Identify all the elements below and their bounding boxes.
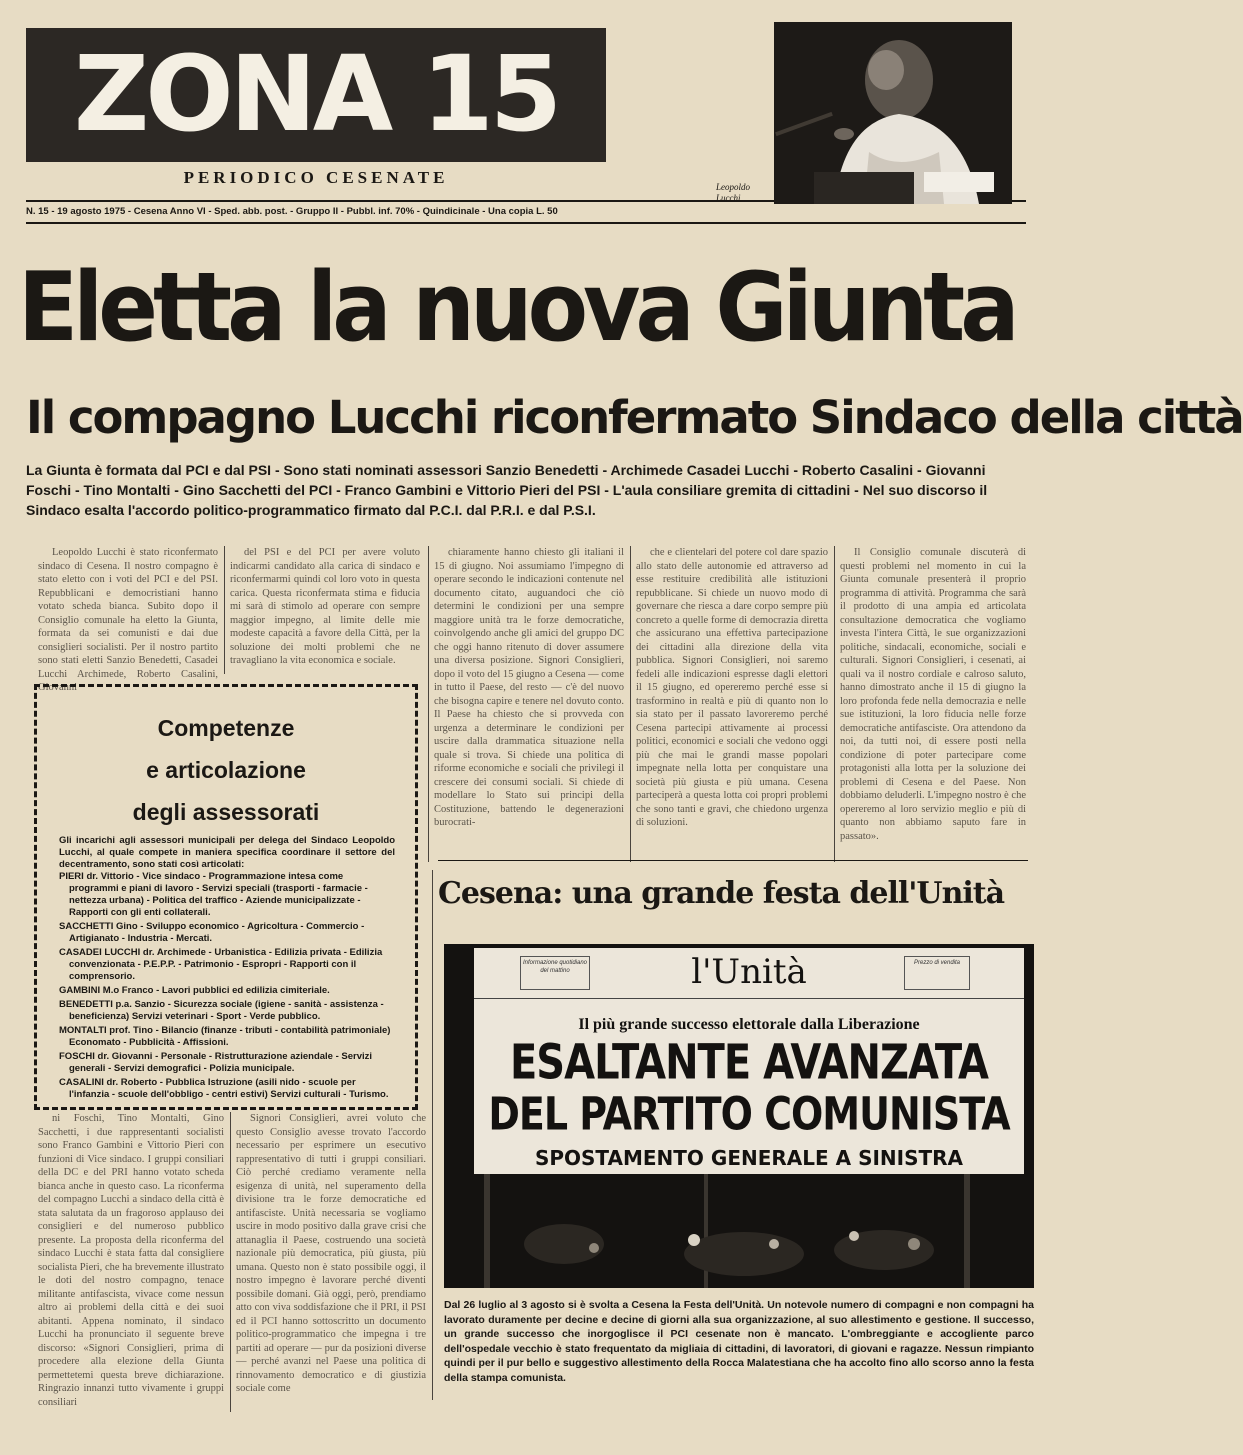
column-divider: [630, 546, 631, 862]
newspaper-subtitle: PERIODICO CESENATE: [183, 168, 449, 187]
article-column-4: [636, 546, 828, 856]
article-column-6: [38, 1112, 224, 1412]
banner-line-2: DEL PARTITO COMUNISTA: [488, 1087, 1010, 1141]
assessore-item: BENEDETTI p.a. Sanzio - Sicurezza sociale (igiene - sanità - assistenza - beneficienza) Servizi veterinari - Sport - Verde pubblico.: [59, 999, 384, 1022]
assessore-item: GAMBINI M.o Franco - Lavori pubblici ed edilizia cimiteriale.: [59, 985, 330, 996]
column-text: chiaramente hanno chiesto gli italiani il 15 di giugno. Noi assumiamo l'impegno di operare secondo le indicazioni contenute nel documento citato, auguandoci che ciò determini le condizioni per una sempre maggiore unità tra le forze democratiche, coinvolgendo anche gli amici del gruppo DC che oggi hanno ritenuto di dover assumere una diversa posizione. Signori Consiglieri, dopo il voto del 15 giugno a Cesena — come in tutto il Paese, del resto — c'è del nuovo che bisogna capire e tenere nel dovuto conto. Il Paese ha chiesto che si provveda con urgenza a determinare le condizioni per uscire dalla drammatica situazione nella quale si trova. Si chiede una politica di riforme economiche e sociali che privilegi il crescere dei consumi sociali. Si chiede di modellare lo Stato sui principi della Costituzione, battendo le degenerazioni burocrati-: [434, 547, 624, 828]
article-column-2: [230, 546, 420, 674]
mayor-photo: [774, 22, 1012, 204]
main-headline: Eletta la nuova Giunta: [18, 251, 1015, 363]
column-divider: [428, 546, 429, 862]
article-summary: La Giunta è formata dal PCI e dal PSI - Sono stati nominati assessori Sanzio Benedetti - Archimede Casadei Lucchi - Roberto Casalini - Giovanni Foschi - Tino Montalti - Gino Sacchetti del PCI - Franco Gambini e Vittorio Pieri del PSI - L'aula consiliare gremita di cittadini - Nel suo discorso il Sindaco esalta l'accordo politico-programmatico firmato dal P.C.I. dal P.R.I. e dal P.S.I.: [26, 462, 988, 518]
crowd-graphic: [444, 1174, 1034, 1288]
article-column-3: [434, 546, 624, 856]
festa-caption: Dal 26 luglio al 3 agosto si è svolta a Cesena la Festa dell'Unità. Un notevole numero di compagni e non compagni ha lavorato duramente per decine e decine di giorni alla sua organizzazione, al suo allestimento e gestione. Il successo, un grande successo che inorgoglisce il PCI cesenate non è mancato. L'ombreggiante e accogliente parco dell'ospedale vecchio è stato frequentato da migliaia di cittadini, di lavoratori, di giovani e ragazze. Nessun rimpianto quindi per il pur bello e suggestivo allestimento della Rocca Malatestiana che ha accolto fino allo scorso anno la festa della stampa comunista.: [444, 1299, 1034, 1384]
column-divider: [230, 1112, 231, 1412]
article-column-5: [840, 546, 1026, 856]
column-text: ni Foschi, Tino Montalti, Gino Sacchetti, i due rappresentanti socialisti sono Franco Gambini e Vittorio Pieri con funzioni di Vice sindaco. I gruppi consiliari della DC e del PRI hanno votato scheda bianca anche in questo caso. La riconferma del compagno Lucchi a sindaco della città è stata salutata da un fragoroso applauso dei consiglieri e del numeroso pubblico presente. La proposta della riconferma del sindaco Lucchi è stata fatta dal consigliere socialista Pieri, che ha brevemente illustrato le doti del nostro compagno, tenace militante antifascista, vivace come nessun altro ai problemi della città e dei suoi abitanti. Appena nominato, il sindaco Lucchi ha pronunciato il seguente breve discorso: «Signori Consiglieri, prima di procedere alla elezione della Giunta permettetemi questa breve dichiarazione. Ringrazio innanzi tutto vivamente i gruppi consiliari: [38, 1113, 224, 1408]
box-title-line: degli assessorati: [132, 799, 320, 825]
assessorati-box: [34, 684, 418, 1110]
header-rule-bottom: [26, 222, 1026, 224]
box-title: [37, 707, 415, 833]
column-text: Il Consiglio comunale discuterà di questi problemi nel momento in cui la Giunta comunale presenterà il proprio programma di attività. Programma che sarà il prodotto di una ampia ed articolata consultazione democratica che vogliamo investa l'intera Città, le sue organizzazioni politiche, sindacali, economiche, sociali e culturali. Signori Consiglieri, i cesenati, ai quali va il nostro cordiale e calroso saluto, hanno dimostrato anche il 15 di giugno la loro profonda fede nella democrazia e nelle sue istituzioni, la loro fiducia nelle forze democratiche antifasciste. Ora attendono da noi, da tutti noi, di essere posti nella condizione di poter partecipare come protagonisti alla lotta per la soluzione dei problemi di Cesena e del Paese. Non dobbiamo deluderli. L'impegno nostro è che opereremo al loro servizio meglio e più di quanto non abbiamo saputo fare in passato».: [840, 547, 1026, 842]
column-text: Signori Consiglieri, avrei voluto che questo Consiglio avesse trovato l'accordo necessario per esprimere un esecutivo rappresentativo di tutti i gruppi consiliari. Ciò perché crediamo veramente nella esigenza di unità, nel superamento della divisione tra le forze democratiche ed antifasciste. Unità necessaria se vogliamo uscire in modo positivo dalla grave crisi che attanaglia il Paese, costruendo una società nazionale più democratica, più giusta, più umana. Questo non è stato possibile oggi, il nostro impegno è lavorare perché diventi possibile domani. Già oggi, però, prendiamo atto con viva soddisfazione che il PRI, il PSI ed il PCI hanno sottoscritto un documento politico-programmatico che impegna i tre partiti ad operare — pur da posizioni diverse — perché avanzi nel Paese una politica di rinnovamento democratico e di giustizia sociale come: [236, 1113, 426, 1394]
mayor-photo-graphic: [774, 22, 1012, 204]
festa-section-rule: [438, 860, 1028, 861]
assessore-item: CASALINI dr. Roberto - Pubblica Istruzione (asili nido - scuole per l'infanzia - scuole dell'obbligo - centri estivi) Servizi culturali - Turismo.: [59, 1077, 389, 1100]
masthead-logo-block: [26, 28, 606, 162]
banner-kicker: Il più grande successo elettorale dalla Liberazione: [578, 1016, 920, 1033]
column-text: del PSI e del PCI per avere voluto indicarmi candidato alla carica di sindaco e riconfermarmi quindi col loro voto in questa carica. Questa riconfermata stima e fiducia mi sarà di stimolo ad operare con sempre maggior impegno, al limite delle mie modeste capacità a favore della Città, per la soluzione dei molti problemi che ne travagliano la vita economica e sociale.: [230, 547, 420, 666]
photo-caption: Leopoldo Lucchi: [716, 182, 751, 203]
column-divider: [834, 546, 835, 862]
festa-headline: Cesena: una grande festa dell'Unità: [438, 876, 1005, 911]
newspaper-logo: ZONA 15: [73, 33, 559, 155]
column-text: che e clientelari del potere col dare spazio allo stato delle autonomie ed attraverso ad esse restituire credibilità alle istituzioni repubblicane. Si chiede un nuovo modo di governare che riesca a dare corpo sempre più concreto a quelle forme di democrazia diretta che assicurano una effettiva partecipazione dei cittadini alla direzione della vita pubblica. Signori Consiglieri, noi saremo fedeli alle indicazioni espresse dagli elettori il 15 giugno, ed opereremo perché esse si trasformino in realtà e più di quanto non lo sia stato per il passato lavoreremo perché Cesena partecipi attivamente ai processi politici, economici e sociali che vedono oggi più che mai le grandi masse popolari impegnate nella lotta per conquistare una società più giusta e più umana. Cesena parteciperà a questa lotta coi propri problemi che sono tanti e gravi, che chiedono urgenza di soluzioni.: [636, 547, 828, 828]
unita-banner: [474, 948, 1024, 1174]
column-divider: [224, 546, 225, 674]
box-intro: Gli incarichi agli assessori municipali per delega del Sindaco Leopoldo Lucchi, al quale compete in maniera specifica coordinare il settore del decentramento, sono stati così articolati:: [59, 835, 395, 870]
assessore-item: MONTALTI prof. Tino - Bilancio (finanze - tributi - contabilità patrimoniale) Economato - Pubblicità - Affissioni.: [59, 1025, 391, 1048]
assessori-list: [59, 871, 395, 1103]
assessore-item: PIERI dr. Vittorio - Vice sindaco - Programmazione intesa come programmi e piani di lavoro - Servizi speciali (trasporti - farmacie - nettezza urbana) - Politica del traffico - Aziende municipalizzate - Rapporti con gli enti collaterali.: [59, 871, 368, 918]
banner-ear-right: Prezzo di vendita: [904, 956, 970, 990]
assessore-item: CASADEI LUCCHI dr. Archimede - Urbanistica - Edilizia privata - Edilizia convenzionata - P.E.P.P. - Patrimonio - Espropri - Rapporti con il comprensorio.: [59, 947, 383, 982]
box-title-line: Competenze: [157, 715, 295, 741]
banner-line-1: ESALTANTE AVANZATA: [509, 1035, 988, 1091]
banner-line-3: SPOSTAMENTO GENERALE A SINISTRA: [534, 1146, 964, 1170]
box-title-line: e articolazione: [146, 757, 306, 783]
unita-masthead: l'Unità: [691, 952, 807, 992]
issue-info-line: N. 15 - 19 agosto 1975 - Cesena Anno VI - Sped. abb. post. - Gruppo II - Pubbl. inf. 70% - Quindicinale - Una copia L. 50: [26, 206, 558, 217]
assessore-item: FOSCHI dr. Giovanni - Personale - Ristrutturazione aziendale - Servizi generali - Servizi demografici - Polizia municipale.: [59, 1051, 373, 1074]
festa-photo: [444, 944, 1034, 1288]
banner-rule: [474, 998, 1024, 999]
column-divider: [432, 870, 433, 1400]
sub-headline: Il compagno Lucchi riconfermato Sindaco della città: [26, 391, 1243, 444]
assessore-item: SACCHETTI Gino - Sviluppo economico - Agricoltura - Commercio - Artigianato - Industria - Mercati.: [59, 921, 365, 944]
article-column-1: [38, 546, 218, 693]
article-column-7: [236, 1112, 426, 1412]
column-text: Leopoldo Lucchi è stato riconfermato sindaco di Cesena. Il nostro compagno è stato eletto con i voti del PCI e del PSI. Repubblicani e democristiani hanno votato scheda bianca. Subito dopo il Consiglio comunale ha eletto la Giunta, formata da sei comunisti e dai due consiglieri socialisti. Per il nostro partito sono stati eletti Sanzio Benedetti, Casadei Lucchi Archimede, Roberto Casalini, Giovanni: [38, 547, 218, 693]
banner-ear-left: Informazione quotidiano del mattino: [520, 956, 590, 990]
